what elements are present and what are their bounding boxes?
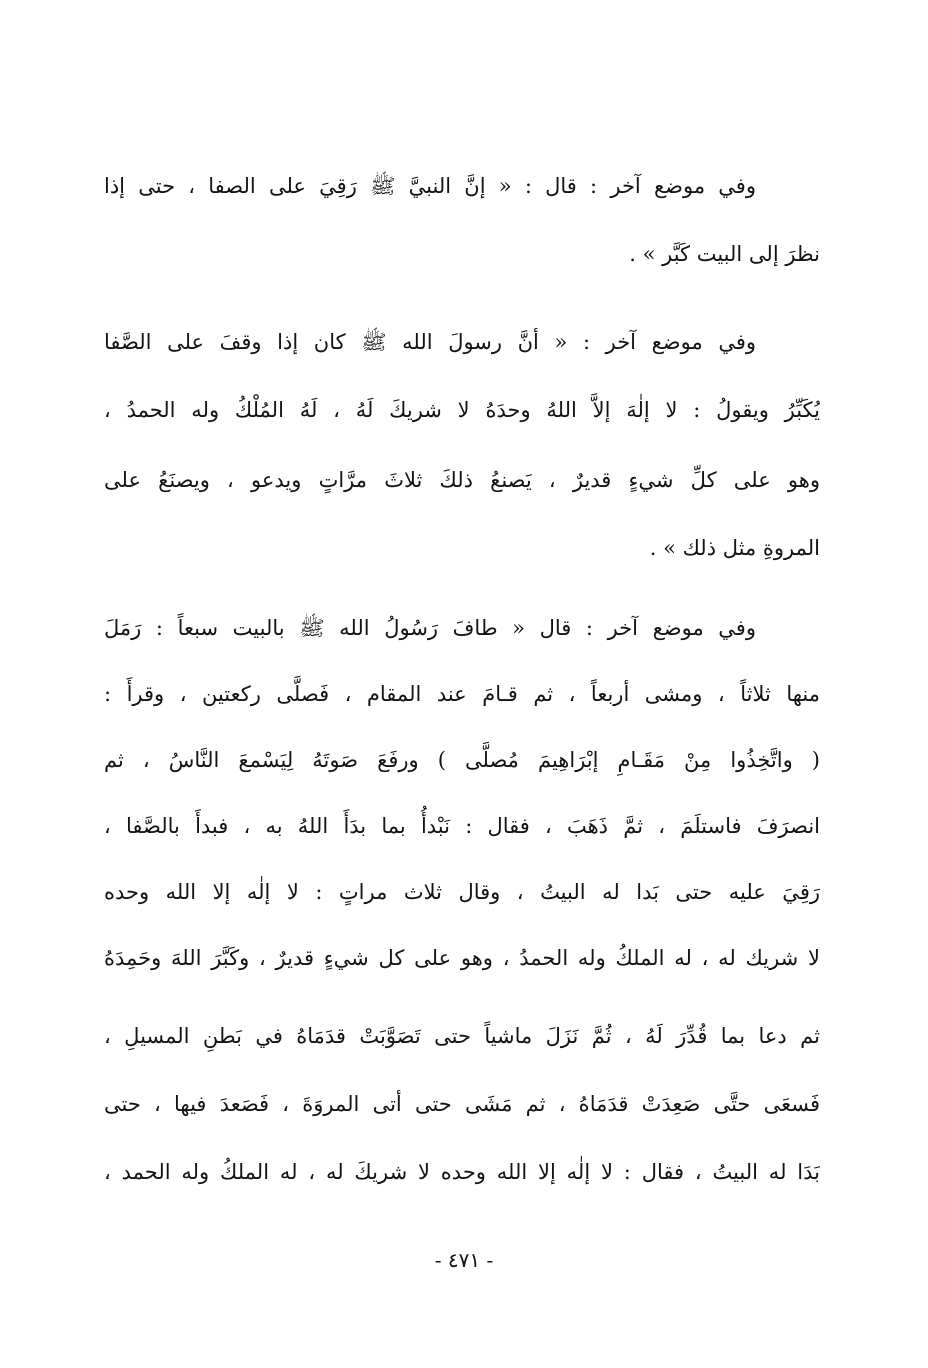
text-line: ( واتَّخِذُوا مِنْ مَقَـامِ إبْرَاهِيمَ مُصلَّى ) ورفَعَ صَوتَهُ لِيَسْمعَ النَّاسُ ، ثم xyxy=(104,748,820,772)
text-line: وفي موضع آخر : قال : « إنَّ النبيَّ ﷺ رَقِيَ على الصفا ، حتى إذا xyxy=(104,174,756,198)
text-line: نظرَ إلى البيت كَبَّر » . xyxy=(629,242,820,266)
text-line: انصرَفَ فاستلَمَ ، ثمَّ ذَهَبَ ، فقال : نَبْدأُ بما بدَأَ اللهُ به ، فبدأَ بالصَّفا ، xyxy=(104,814,820,838)
text-line: وفي موضع آخر : قال « طافَ رَسُولُ الله ﷺ بالبيت سبعاً : رَمَلَ xyxy=(104,616,756,640)
text-line: لا شريك له ، له الملكُ وله الحمدُ ، وهو على كل شيءٍ قديرٌ ، وكَبَّرَ اللهَ وحَمِدَهُ xyxy=(104,946,820,970)
text-line: رَقِيَ عليه حتى بَدا له البيتُ ، وقال ثلاث مراتٍ : لا إلٰه إلا الله وحده xyxy=(104,880,820,904)
text-line: وفي موضع آخر : « أنَّ رسولَ الله ﷺ كان إذا وقفَ على الصَّفا xyxy=(104,330,756,354)
text-line: يُكَبِّرُ ويقولُ : لا إلٰهَ إلاَّ اللهُ وحدَهُ لا شريكَ لَهُ ، لَهُ المُلْكُ وله الحمدُ ، xyxy=(104,398,820,422)
page-number: - ٤٧١ - xyxy=(434,1248,494,1272)
text-line: منها ثلاثاً ، ومشى أربعاً ، ثم قـامَ عند المقام ، فَصلَّى ركعتين ، وقرأَ : xyxy=(104,682,820,706)
text-line: بَدَا له البيتُ ، فقال : لا إلٰه إلا الله وحده لا شريكَ له ، له الملكُ وله الحمد ، xyxy=(104,1160,820,1184)
text-line: فَسعَى حتَّى صَعِدَتْ قدَمَاهُ ، ثم مَشَى حتى أتى المروَةَ ، فَصَعدَ فيها ، حتى xyxy=(104,1092,820,1116)
text-line: ثم دعا بما قُدِّرَ لَهُ ، ثُمَّ نَزَلَ ماشياً حتى تَصَوَّبَتْ قدَمَاهُ في بَطنِ المسيلِ ، xyxy=(104,1024,820,1048)
text-line: المروةِ مثل ذلك » . xyxy=(649,536,820,560)
text-line: وهو على كلِّ شيءٍ قديرٌ ، يَصنعُ ذلكَ ثلاثَ مرَّاتٍ ويدعو ، ويصنَعُ على xyxy=(104,468,820,492)
